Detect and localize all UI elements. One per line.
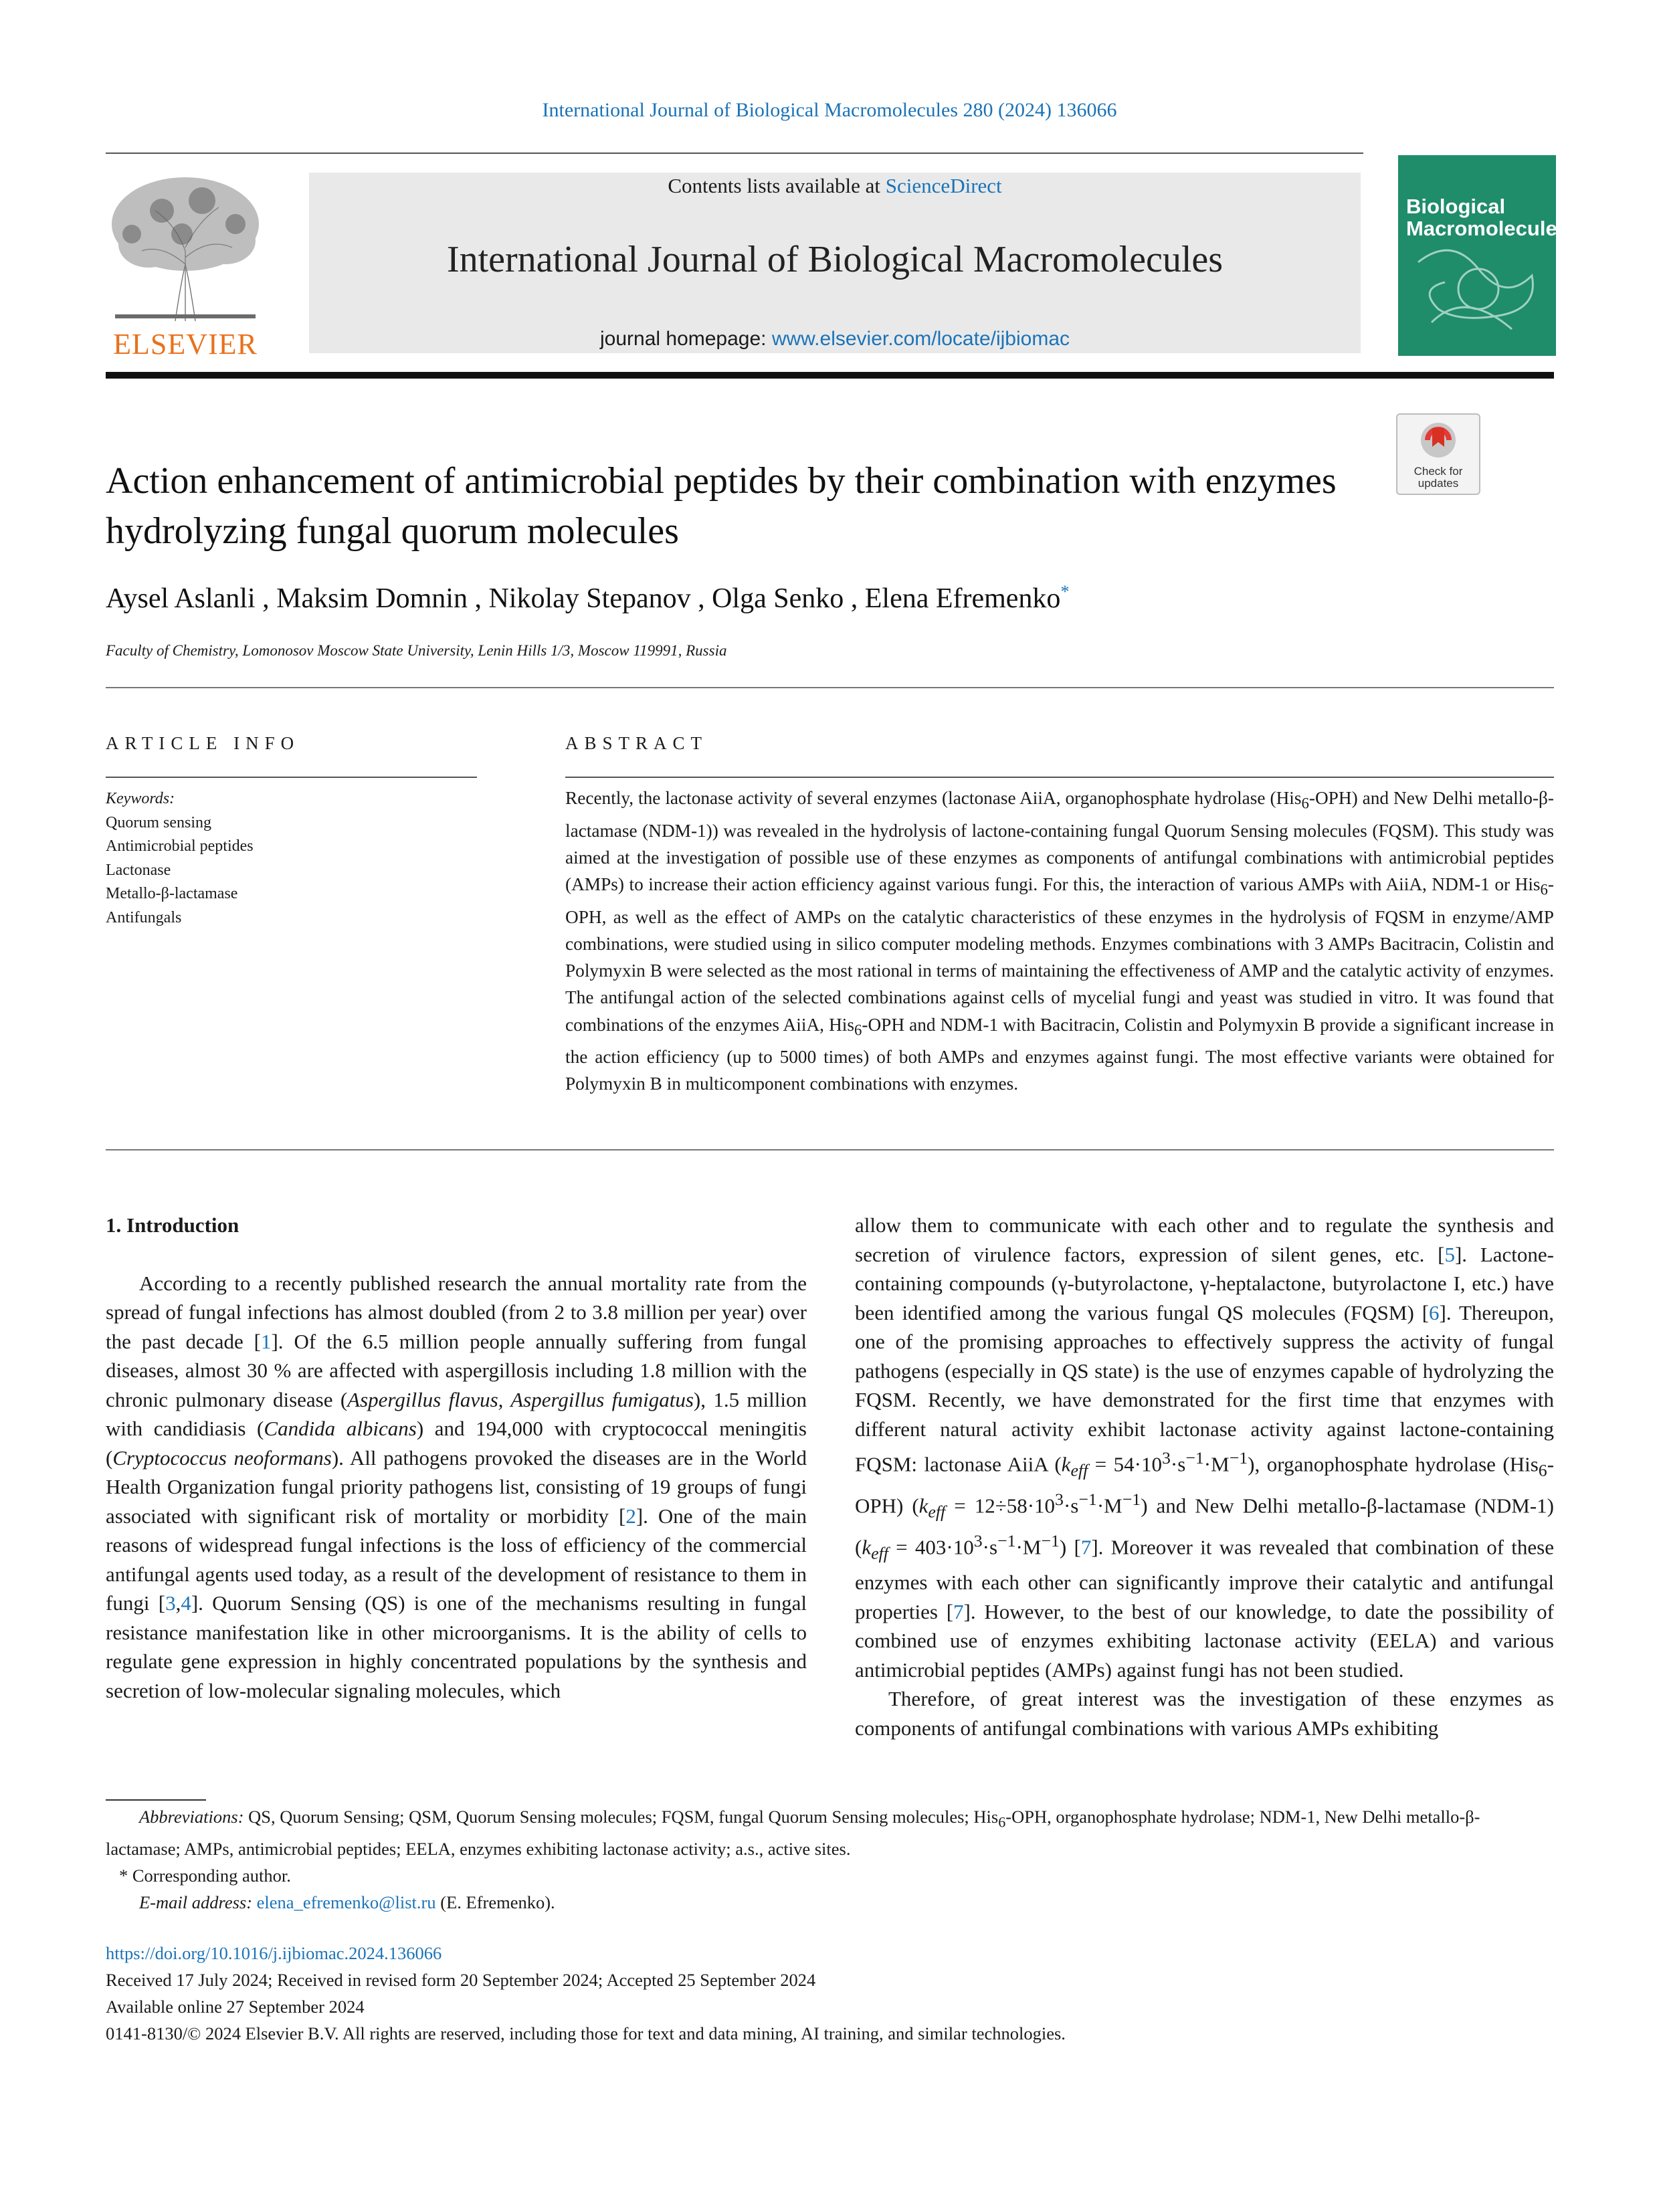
cover-title-line-2: Macromolecules [1406,217,1569,240]
text-run: ), 1.5 million with candidiasis ( [106,1387,807,1440]
keyword-item: Quorum sensing [106,813,211,831]
math-subscript: eff [928,1502,946,1522]
available-online-date: Available online 27 September 2024 [106,1997,365,2017]
subscript: 6 [1301,795,1309,812]
species-name: Candida albicans [264,1417,417,1440]
elsevier-tree-icon [102,171,269,324]
check-for-updates-button[interactable] [1396,413,1480,495]
math-unit: ·M [1203,1452,1230,1476]
superscript: 3 [973,1531,983,1551]
text-run: (E. Efremenko). [435,1892,555,1913]
article-title: Action enhancement of antimicrobial peptides by their combination with enzymes hydrolyzing fungal quorum molecules [106,460,1337,552]
text-run: QS, Quorum Sensing; QSM, Quorum Sensing molecules; FQSM, fungal Quorum Sensing molecules; His [243,1807,999,1827]
text-run: ]. Lactone-containing compounds (γ-butyrolactone, γ-heptalactone, butyrolactone I, etc.) have been identified among the various fungal QS molecules (FQSM) [ [855,1242,1554,1324]
text-run: , [175,1591,181,1615]
keyword-item: Antifungals [106,908,182,926]
superscript: −1 [1078,1490,1097,1510]
journal-cover[interactable] [1398,155,1569,356]
superscript: −1 [1122,1490,1141,1510]
elsevier-logo [102,171,269,361]
superscript: 3 [1162,1448,1171,1468]
abstract-part: -OPH) and New Delhi metallo-β-lactamase (NDM-1)) was revealed in the hydrolysis of lactone-containing fungal Quorum Sensing molecules (FQSM). This study was aimed at the investigation of possible use of these enzymes as components of antifungal combinations with antimicrobial peptides (AMPs) to increase their action efficiency against various fungi. For this, the interaction of various AMPs with AiiA, NDM-1 or His [565,788,1554,895]
header-thick-rule [106,372,1554,379]
citation-link[interactable]: 7 [1080,1535,1092,1559]
text-run: According to a recently published research the annual mortality rate from the spread of fungal infections has almost doubled (from 2 to 3.8 million per year) over the past decade [ [106,1271,807,1353]
homepage-link[interactable]: www.elsevier.com/locate/ijbiomac [771,328,1070,350]
citation-link[interactable]: 4 [181,1591,191,1615]
keyword-item: Lactonase [106,861,171,879]
citation-link[interactable]: 2 [625,1504,636,1528]
abstract-part: Recently, the lactonase activity of several enzymes (lactonase AiiA, organophosphate hydrolase (His [565,788,1302,808]
text-run: ). All pathogens provoked the diseases are in the World Health Organization fungal priority pathogens list, consisting of 19 groups of fungi associated with significant risk of mortality or morbidity [ [106,1445,807,1528]
text-run: ]. One of the main reasons of widespread fungal infections is the loss of efficiency of the commercial antifungal agents used today, as a result of the development of resistance to them in fungi [ [106,1504,807,1615]
text-run: ), organophosphate hydrolase (His [1248,1452,1539,1476]
subscript: 6 [1540,881,1548,898]
doi-link[interactable]: https://doi.org/10.1016/j.ijbiomac.2024.136066 [106,1943,442,1963]
check-updates-line-1: Check for [1413,465,1463,478]
citation-link[interactable]: 3 [165,1591,176,1615]
journal-title: International Journal of Biological Macromolecules [446,239,1224,280]
species-name: Cryptococcus neoformans [112,1445,332,1470]
superscript: −1 [1041,1531,1060,1551]
math-unit: ·s [1063,1494,1079,1518]
text-run: ]. Quorum Sensing (QS) is one of the mechanisms resulting in fungal resistance manifestation like in other microorganisms. It is the ability of cells to regulate gene expression in highly concentrated populations by the synthesis and secretion of low-molecular signaling molecules, which [106,1591,807,1702]
email-footnote [106,1889,1554,1916]
superscript: 3 [1055,1490,1064,1510]
text-run: ]. Moreover it was revealed that combination of these enzymes with each other can significantly improve their catalytic and antifungal properties [ [855,1535,1554,1623]
affiliation: Faculty of Chemistry, Lomonosov Moscow State University, Lenin Hills 1/3, Moscow 119991, Russia [106,642,727,659]
citation-link[interactable]: 5 [1444,1242,1455,1266]
article-info-heading: ARTICLE INFO [106,733,300,753]
intro-paragraph-1 [106,1269,807,1706]
citation-link[interactable]: 1 [260,1329,272,1353]
text-run: ) and 194,000 with cryptococcal meningitis ( [106,1417,807,1470]
article-footer [106,1940,1554,2047]
text-run: -OPH, organophosphate hydrolase; NDM-1, New Delhi metallo-β-lactamase; AMPs, antimicrobial peptides; EELA, enzymes exhibiting lactonase activity; a.s., active sites. [106,1807,1480,1859]
header-rule [106,153,1363,154]
keywords-label: Keywords: [106,790,175,807]
abstract-part: -OPH, as well as the effect of AMPs on the catalytic characteristics of these enzymes in the hydrolysis of FQSM in enzyme/AMP combinations, were studied using in silico computer modeling methods. Enzymes combinations with 3 AMPs Bacitracin, Colistin and Polymyxin B were selected as the most rational in terms of maintaining the effectiveness of AMP and the catalytic activity of enzymes. The antifungal action of the selected combinations against cells of mycelial fungi and yeast was studied in vitro. It was found that combinations of the enzymes AiiA, His [565,874,1554,1035]
intro-paragraph-2: Therefore, of great interest was the investigation of these enzymes as components of antifungal combinations with various AMPs exhibiting [855,1687,1554,1740]
footnotes [106,1803,1554,1916]
math-unit: ·M [1096,1494,1123,1518]
subscript: 6 [998,1813,1006,1831]
math-symbol: k [918,1494,929,1518]
superscript: −1 [1185,1448,1204,1468]
homepage-prefix: journal homepage: [599,328,772,350]
contents-line [309,174,1361,198]
section-heading-introduction: 1. Introduction [106,1213,239,1237]
text-run: ) [ [1059,1535,1081,1559]
citation-link[interactable]: 7 [953,1599,964,1623]
math-value: = 12÷58·10 [945,1494,1056,1518]
homepage-line [309,328,1361,350]
math-symbol: k [862,1535,872,1559]
text-run: -OPH) ( [855,1452,1555,1518]
math-value: = 54·10 [1088,1452,1162,1476]
abstract-text [565,785,1554,1098]
author-list [106,582,1069,615]
superscript: −1 [997,1531,1016,1551]
check-updates-label [1397,466,1479,490]
math-symbol: k [1061,1452,1071,1476]
keyword-item: Antimicrobial peptides [106,837,254,855]
math-value: = 403·10 [888,1535,974,1559]
corresponding-author-marker[interactable]: * [1060,582,1070,601]
subscript: 6 [1538,1460,1547,1480]
email-link[interactable]: elena_efremenko@list.ru [256,1892,436,1913]
check-updates-line-2: updates [1418,477,1459,490]
journal-header-box [309,173,1361,353]
text-run: ]. However, to the best of our knowledge, to date the possibility of combined use of enzymes exhibiting lactonase activity (EELA) and various antimicrobial peptides (AMPs) against fungi has not been studied. [855,1599,1554,1682]
math-unit: ·s [982,1535,998,1559]
copyright-notice: 0141-8130/© 2024 Elsevier B.V. All rights are reserved, including those for text and data mining, AI training, and similar technologies. [106,2023,1066,2043]
abbreviations-footnote [106,1803,1554,1862]
abstract-part: -OPH and NDM-1 with Bacitracin, Colistin and Polymyxin B provide a significant increase in the action efficiency (up to 5000 times) of both AMPs and enzymes against fungi. The most effective variants were obtained for Polymyxin B in multicomponent combinations with enzymes. [565,1014,1554,1094]
check-updates-icon [1397,415,1479,462]
citation-link[interactable]: 6 [1429,1300,1440,1324]
intro-paragraph-1-continued [855,1211,1554,1684]
keywords-block [106,787,254,930]
contents-prefix: Contents lists available at [668,174,886,197]
affiliation-rule [106,687,1554,688]
keyword-item: Metallo-β-lactamase [106,885,238,902]
math-subscript: eff [1070,1460,1088,1480]
species-name: Aspergillus flavus, Aspergillus fumigatus [347,1387,694,1411]
body-right-column [855,1211,1554,1742]
text-run: ]. Thereupon, one of the promising approaches to effectively suppress the activity of fungal pathogens (especially in QS state) is the use of enzymes capable of hydrolyzing the FQSM. Recently, we have demonstrated for the first time that enzymes with different natural activity exhibit lactonase activity against lactone-containing FQSM: lactonase AiiA ( [855,1300,1554,1476]
body-left-column [106,1211,807,1705]
text-run: ) and New Delhi metallo-β-lactamase (NDM-1) ( [855,1494,1554,1559]
authors-text: Aysel Aslanli , Maksim Domnin , Nikolay Stepanov , Olga Senko , Elena Efremenko [106,583,1061,614]
text-run: ]. Of the 6.5 million people annually suffering from fungal diseases, almost 30 % are affected with aspergillosis including 1.8 million with the chronic pulmonary disease ( [106,1329,807,1411]
article-info-rule [106,777,477,778]
publisher-wordmark: ELSEVIER [113,328,258,361]
corresponding-author-note: * Corresponding author. [119,1866,291,1886]
abstract-bottom-rule [106,1149,1554,1150]
math-unit: ·s [1170,1452,1186,1476]
superscript: −1 [1229,1448,1248,1468]
footnote-rule [106,1799,206,1801]
abbreviations-label: Abbreviations: [139,1807,244,1827]
sciencedirect-link[interactable]: ScienceDirect [885,174,1002,197]
journal-citation[interactable]: International Journal of Biological Macromolecules 280 (2024) 136066 [542,99,1117,121]
cover-title-line-1: Biological [1406,195,1506,218]
text-run: allow them to communicate with each other and to regulate the synthesis and secretion of virulence factors, expression of silent genes, etc. [ [855,1213,1554,1266]
math-unit: ·M [1015,1535,1042,1559]
received-dates: Received 17 July 2024; Received in revised form 20 September 2024; Accepted 25 September 2024 [106,1970,816,1990]
email-label: E-mail address: [139,1892,253,1913]
abstract-rule [565,777,1554,778]
cover-molecule-icon [1398,155,1556,356]
abstract-heading: ABSTRACT [565,733,708,753]
math-subscript: eff [871,1543,888,1563]
subscript: 6 [854,1021,862,1038]
